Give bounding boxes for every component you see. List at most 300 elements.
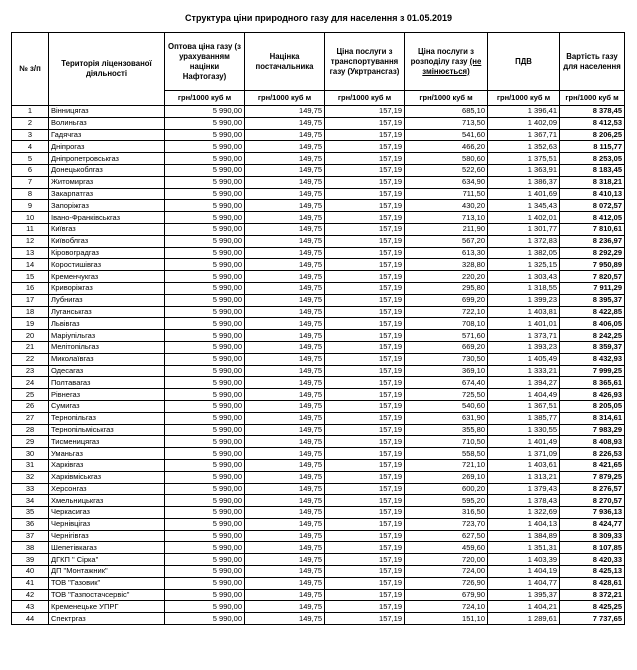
row-distribution: 328,80 (405, 259, 488, 271)
row-distribution: 725,50 (405, 389, 488, 401)
row-wholesale: 5 990,00 (165, 176, 245, 188)
row-vat: 1 401,49 (488, 436, 560, 448)
row-distribution: 699,20 (405, 294, 488, 306)
row-markup: 149,75 (245, 106, 325, 118)
row-number: 44 (12, 613, 49, 625)
row-number: 31 (12, 459, 49, 471)
row-total: 7 983,29 (560, 424, 625, 436)
row-total: 8 309,33 (560, 530, 625, 542)
row-vat: 1 367,51 (488, 400, 560, 412)
table-row (12, 341, 625, 353)
row-vat: 1 385,77 (488, 412, 560, 424)
row-markup: 149,75 (245, 141, 325, 153)
row-transport: 157,19 (325, 518, 405, 530)
row-wholesale: 5 990,00 (165, 459, 245, 471)
row-total: 8 432,93 (560, 353, 625, 365)
unit-distribution: грн/1000 куб м (405, 91, 488, 106)
row-distribution: 369,10 (405, 365, 488, 377)
table-row (12, 129, 625, 141)
row-territory: Тернопільгаз (49, 412, 165, 424)
row-transport: 157,19 (325, 106, 405, 118)
row-wholesale: 5 990,00 (165, 554, 245, 566)
row-distribution: 580,60 (405, 153, 488, 165)
table-row (12, 518, 625, 530)
row-transport: 157,19 (325, 341, 405, 353)
row-territory: Кіровоградгаз (49, 247, 165, 259)
row-markup: 149,75 (245, 448, 325, 460)
row-transport: 157,19 (325, 424, 405, 436)
row-vat: 1 351,31 (488, 542, 560, 554)
row-number: 22 (12, 353, 49, 365)
row-vat: 1 325,15 (488, 259, 560, 271)
row-territory: Рівнегаз (49, 389, 165, 401)
row-distribution: 710,50 (405, 436, 488, 448)
row-total: 8 226,53 (560, 448, 625, 460)
table-row (12, 188, 625, 200)
row-wholesale: 5 990,00 (165, 188, 245, 200)
row-transport: 157,19 (325, 247, 405, 259)
row-territory: Кременчукгаз (49, 271, 165, 283)
row-distribution: 600,20 (405, 483, 488, 495)
row-distribution: 713,50 (405, 117, 488, 129)
row-markup: 149,75 (245, 554, 325, 566)
row-total: 8 115,77 (560, 141, 625, 153)
row-wholesale: 5 990,00 (165, 318, 245, 330)
row-wholesale: 5 990,00 (165, 601, 245, 613)
row-number: 15 (12, 271, 49, 283)
row-territory: ТОВ "Газовик" (49, 577, 165, 589)
row-vat: 1 367,71 (488, 129, 560, 141)
row-transport: 157,19 (325, 212, 405, 224)
row-transport: 157,19 (325, 459, 405, 471)
row-distribution: 713,10 (405, 212, 488, 224)
table-row (12, 495, 625, 507)
row-territory: Львівгаз (49, 318, 165, 330)
row-wholesale: 5 990,00 (165, 106, 245, 118)
row-total: 7 911,29 (560, 282, 625, 294)
row-wholesale: 5 990,00 (165, 577, 245, 589)
header-vat: ПДВ (488, 33, 560, 91)
table-row (12, 212, 625, 224)
row-territory: Запоріжгаз (49, 200, 165, 212)
row-territory: Донецькоблгаз (49, 164, 165, 176)
row-transport: 157,19 (325, 330, 405, 342)
row-distribution: 708,10 (405, 318, 488, 330)
row-vat: 1 372,83 (488, 235, 560, 247)
header-row (12, 33, 625, 91)
row-vat: 1 301,77 (488, 223, 560, 235)
row-distribution: 522,60 (405, 164, 488, 176)
table-row (12, 589, 625, 601)
row-wholesale: 5 990,00 (165, 471, 245, 483)
row-transport: 157,19 (325, 448, 405, 460)
row-vat: 1 303,43 (488, 271, 560, 283)
row-total: 8 318,21 (560, 176, 625, 188)
row-markup: 149,75 (245, 577, 325, 589)
row-territory: Уманьгаз (49, 448, 165, 460)
row-wholesale: 5 990,00 (165, 129, 245, 141)
row-territory: Волиньгаз (49, 117, 165, 129)
header-territory: Територія ліцензованої діяльності (49, 33, 165, 106)
row-number: 37 (12, 530, 49, 542)
row-transport: 157,19 (325, 589, 405, 601)
row-distribution: 627,50 (405, 530, 488, 542)
row-distribution: 674,40 (405, 377, 488, 389)
row-number: 7 (12, 176, 49, 188)
row-distribution: 595,20 (405, 495, 488, 507)
row-vat: 1 393,23 (488, 341, 560, 353)
row-distribution: 540,60 (405, 400, 488, 412)
row-distribution: 430,20 (405, 200, 488, 212)
row-transport: 157,19 (325, 542, 405, 554)
table-row (12, 106, 625, 118)
table-row (12, 235, 625, 247)
row-total: 8 378,45 (560, 106, 625, 118)
row-transport: 157,19 (325, 259, 405, 271)
row-vat: 1 375,51 (488, 153, 560, 165)
table-row (12, 483, 625, 495)
row-markup: 149,75 (245, 259, 325, 271)
table-body (12, 106, 625, 625)
row-total: 7 879,25 (560, 471, 625, 483)
row-wholesale: 5 990,00 (165, 377, 245, 389)
header-distribution-main: Ціна послуги з розподілу газу (410, 46, 475, 66)
row-wholesale: 5 990,00 (165, 271, 245, 283)
row-vat: 1 403,61 (488, 459, 560, 471)
row-territory: Миколаївгаз (49, 353, 165, 365)
row-transport: 157,19 (325, 164, 405, 176)
row-vat: 1 395,37 (488, 589, 560, 601)
row-territory: Криворіжгаз (49, 282, 165, 294)
row-wholesale: 5 990,00 (165, 400, 245, 412)
gas-price-table (11, 32, 625, 625)
row-vat: 1 322,69 (488, 507, 560, 519)
row-wholesale: 5 990,00 (165, 306, 245, 318)
row-number: 33 (12, 483, 49, 495)
row-territory: Івано-Франківськгаз (49, 212, 165, 224)
row-vat: 1 289,61 (488, 613, 560, 625)
row-markup: 149,75 (245, 282, 325, 294)
row-transport: 157,19 (325, 566, 405, 578)
row-number: 5 (12, 153, 49, 165)
row-number: 8 (12, 188, 49, 200)
row-distribution: 634,90 (405, 176, 488, 188)
row-territory: Полтавагаз (49, 377, 165, 389)
table-row (12, 306, 625, 318)
row-total: 8 412,53 (560, 117, 625, 129)
row-vat: 1 384,89 (488, 530, 560, 542)
row-transport: 157,19 (325, 471, 405, 483)
row-number: 34 (12, 495, 49, 507)
row-transport: 157,19 (325, 294, 405, 306)
row-markup: 149,75 (245, 117, 325, 129)
row-total: 8 276,57 (560, 483, 625, 495)
table-row (12, 459, 625, 471)
row-territory: Херсонгаз (49, 483, 165, 495)
row-markup: 149,75 (245, 424, 325, 436)
row-wholesale: 5 990,00 (165, 153, 245, 165)
row-vat: 1 402,01 (488, 212, 560, 224)
row-vat: 1 401,69 (488, 188, 560, 200)
row-wholesale: 5 990,00 (165, 164, 245, 176)
row-number: 40 (12, 566, 49, 578)
row-wholesale: 5 990,00 (165, 365, 245, 377)
row-distribution: 541,60 (405, 129, 488, 141)
row-markup: 149,75 (245, 353, 325, 365)
table-row (12, 577, 625, 589)
row-territory: Сумигаз (49, 400, 165, 412)
row-markup: 149,75 (245, 176, 325, 188)
row-vat: 1 386,37 (488, 176, 560, 188)
row-vat: 1 378,43 (488, 495, 560, 507)
row-distribution: 631,90 (405, 412, 488, 424)
row-vat: 1 401,01 (488, 318, 560, 330)
row-markup: 149,75 (245, 601, 325, 613)
row-vat: 1 403,81 (488, 306, 560, 318)
row-vat: 1 382,05 (488, 247, 560, 259)
row-territory: Гадячгаз (49, 129, 165, 141)
row-territory: Маріупільгаз (49, 330, 165, 342)
row-transport: 157,19 (325, 176, 405, 188)
row-number: 10 (12, 212, 49, 224)
row-distribution: 613,30 (405, 247, 488, 259)
row-territory: Вінницягаз (49, 106, 165, 118)
row-distribution: 316,50 (405, 507, 488, 519)
row-markup: 149,75 (245, 153, 325, 165)
row-number: 13 (12, 247, 49, 259)
row-markup: 149,75 (245, 330, 325, 342)
row-number: 20 (12, 330, 49, 342)
row-total: 7 999,25 (560, 365, 625, 377)
row-number: 14 (12, 259, 49, 271)
row-vat: 1 363,91 (488, 164, 560, 176)
table-row (12, 613, 625, 625)
row-markup: 149,75 (245, 129, 325, 141)
row-number: 21 (12, 341, 49, 353)
row-territory: Тисменицягаз (49, 436, 165, 448)
table-row (12, 282, 625, 294)
row-distribution: 711,50 (405, 188, 488, 200)
row-wholesale: 5 990,00 (165, 542, 245, 554)
row-transport: 157,19 (325, 495, 405, 507)
row-transport: 157,19 (325, 200, 405, 212)
row-markup: 149,75 (245, 483, 325, 495)
row-wholesale: 5 990,00 (165, 613, 245, 625)
row-territory: Луганськгаз (49, 306, 165, 318)
row-wholesale: 5 990,00 (165, 294, 245, 306)
row-transport: 157,19 (325, 554, 405, 566)
row-distribution: 721,10 (405, 459, 488, 471)
row-number: 23 (12, 365, 49, 377)
row-distribution: 730,50 (405, 353, 488, 365)
row-markup: 149,75 (245, 200, 325, 212)
row-markup: 149,75 (245, 589, 325, 601)
row-total: 7 737,65 (560, 613, 625, 625)
row-number: 19 (12, 318, 49, 330)
row-total: 8 183,45 (560, 164, 625, 176)
row-transport: 157,19 (325, 306, 405, 318)
row-number: 25 (12, 389, 49, 401)
row-wholesale: 5 990,00 (165, 436, 245, 448)
header-num: № з/п (12, 33, 49, 106)
row-territory: Харківгаз (49, 459, 165, 471)
unit-transport: грн/1000 куб м (325, 91, 405, 106)
row-markup: 149,75 (245, 459, 325, 471)
row-distribution: 679,90 (405, 589, 488, 601)
row-markup: 149,75 (245, 495, 325, 507)
row-total: 8 107,85 (560, 542, 625, 554)
table-row (12, 141, 625, 153)
row-markup: 149,75 (245, 613, 325, 625)
row-territory: Хмельницькгаз (49, 495, 165, 507)
row-vat: 1 404,21 (488, 601, 560, 613)
row-territory: Шепетівкагаз (49, 542, 165, 554)
row-transport: 157,19 (325, 613, 405, 625)
row-transport: 157,19 (325, 282, 405, 294)
row-distribution: 151,10 (405, 613, 488, 625)
table-row (12, 117, 625, 129)
row-number: 3 (12, 129, 49, 141)
row-distribution: 466,20 (405, 141, 488, 153)
row-wholesale: 5 990,00 (165, 247, 245, 259)
row-total: 7 950,89 (560, 259, 625, 271)
row-distribution: 269,10 (405, 471, 488, 483)
row-wholesale: 5 990,00 (165, 507, 245, 519)
header-total: Вартість газу для населення (560, 33, 625, 91)
unit-vat: грн/1000 куб м (488, 91, 560, 106)
table-row (12, 566, 625, 578)
row-transport: 157,19 (325, 530, 405, 542)
row-number: 12 (12, 235, 49, 247)
row-total: 8 395,37 (560, 294, 625, 306)
row-number: 26 (12, 400, 49, 412)
row-markup: 149,75 (245, 341, 325, 353)
row-number: 30 (12, 448, 49, 460)
row-transport: 157,19 (325, 412, 405, 424)
header-transport: Ціна послуги з транспортування газу (Укртрансгаз) (325, 33, 405, 91)
row-distribution: 459,60 (405, 542, 488, 554)
row-number: 9 (12, 200, 49, 212)
row-number: 16 (12, 282, 49, 294)
header-wholesale: Оптова ціна газу (з урахуванням націнки Нафтогазу) (165, 33, 245, 91)
row-territory: Дніпрогаз (49, 141, 165, 153)
row-territory: Тернопільміськгаз (49, 424, 165, 436)
table-row (12, 153, 625, 165)
row-vat: 1 394,27 (488, 377, 560, 389)
row-wholesale: 5 990,00 (165, 282, 245, 294)
row-total: 8 406,05 (560, 318, 625, 330)
table-row (12, 448, 625, 460)
row-total: 7 820,57 (560, 271, 625, 283)
row-territory: Київгаз (49, 223, 165, 235)
row-total: 8 292,29 (560, 247, 625, 259)
row-number: 35 (12, 507, 49, 519)
row-total: 8 410,13 (560, 188, 625, 200)
row-distribution: 722,10 (405, 306, 488, 318)
table-row (12, 554, 625, 566)
row-transport: 157,19 (325, 153, 405, 165)
row-markup: 149,75 (245, 412, 325, 424)
row-transport: 157,19 (325, 318, 405, 330)
row-transport: 157,19 (325, 400, 405, 412)
row-distribution: 723,70 (405, 518, 488, 530)
row-markup: 149,75 (245, 318, 325, 330)
row-markup: 149,75 (245, 471, 325, 483)
row-wholesale: 5 990,00 (165, 330, 245, 342)
header-markup: Націнка постачальника (245, 33, 325, 91)
row-transport: 157,19 (325, 483, 405, 495)
row-markup: 149,75 (245, 377, 325, 389)
row-transport: 157,19 (325, 389, 405, 401)
row-distribution: 571,60 (405, 330, 488, 342)
row-vat: 1 405,49 (488, 353, 560, 365)
row-wholesale: 5 990,00 (165, 341, 245, 353)
row-total: 8 408,93 (560, 436, 625, 448)
row-total: 8 365,61 (560, 377, 625, 389)
row-number: 38 (12, 542, 49, 554)
row-markup: 149,75 (245, 436, 325, 448)
row-number: 43 (12, 601, 49, 613)
row-markup: 149,75 (245, 188, 325, 200)
row-wholesale: 5 990,00 (165, 389, 245, 401)
row-wholesale: 5 990,00 (165, 353, 245, 365)
row-transport: 157,19 (325, 271, 405, 283)
row-wholesale: 5 990,00 (165, 589, 245, 601)
row-distribution: 295,80 (405, 282, 488, 294)
row-vat: 1 345,43 (488, 200, 560, 212)
table-row (12, 271, 625, 283)
row-distribution: 669,20 (405, 341, 488, 353)
row-total: 8 270,57 (560, 495, 625, 507)
row-territory: Кременецьке УПРГ (49, 601, 165, 613)
row-total: 8 425,13 (560, 566, 625, 578)
row-total: 8 425,25 (560, 601, 625, 613)
table-row (12, 436, 625, 448)
row-total: 8 412,05 (560, 212, 625, 224)
row-number: 39 (12, 554, 49, 566)
table-row (12, 471, 625, 483)
table-row (12, 377, 625, 389)
row-total: 8 428,61 (560, 577, 625, 589)
row-number: 32 (12, 471, 49, 483)
row-total: 8 426,93 (560, 389, 625, 401)
row-distribution: 211,90 (405, 223, 488, 235)
row-distribution: 724,00 (405, 566, 488, 578)
row-vat: 1 318,55 (488, 282, 560, 294)
row-number: 36 (12, 518, 49, 530)
row-number: 41 (12, 577, 49, 589)
row-distribution: 220,20 (405, 271, 488, 283)
row-territory: Чернігівгаз (49, 530, 165, 542)
row-total: 8 372,21 (560, 589, 625, 601)
row-wholesale: 5 990,00 (165, 141, 245, 153)
table-row (12, 542, 625, 554)
row-total: 8 359,37 (560, 341, 625, 353)
row-territory: Житомиргаз (49, 176, 165, 188)
table-row (12, 223, 625, 235)
header-distribution-note: (не змінюється) (422, 56, 482, 76)
row-territory: Спектргаз (49, 613, 165, 625)
row-vat: 1 399,23 (488, 294, 560, 306)
table-row (12, 400, 625, 412)
row-vat: 1 402,09 (488, 117, 560, 129)
row-number: 42 (12, 589, 49, 601)
row-number: 27 (12, 412, 49, 424)
row-wholesale: 5 990,00 (165, 117, 245, 129)
row-markup: 149,75 (245, 542, 325, 554)
row-total: 7 936,13 (560, 507, 625, 519)
row-distribution: 726,90 (405, 577, 488, 589)
